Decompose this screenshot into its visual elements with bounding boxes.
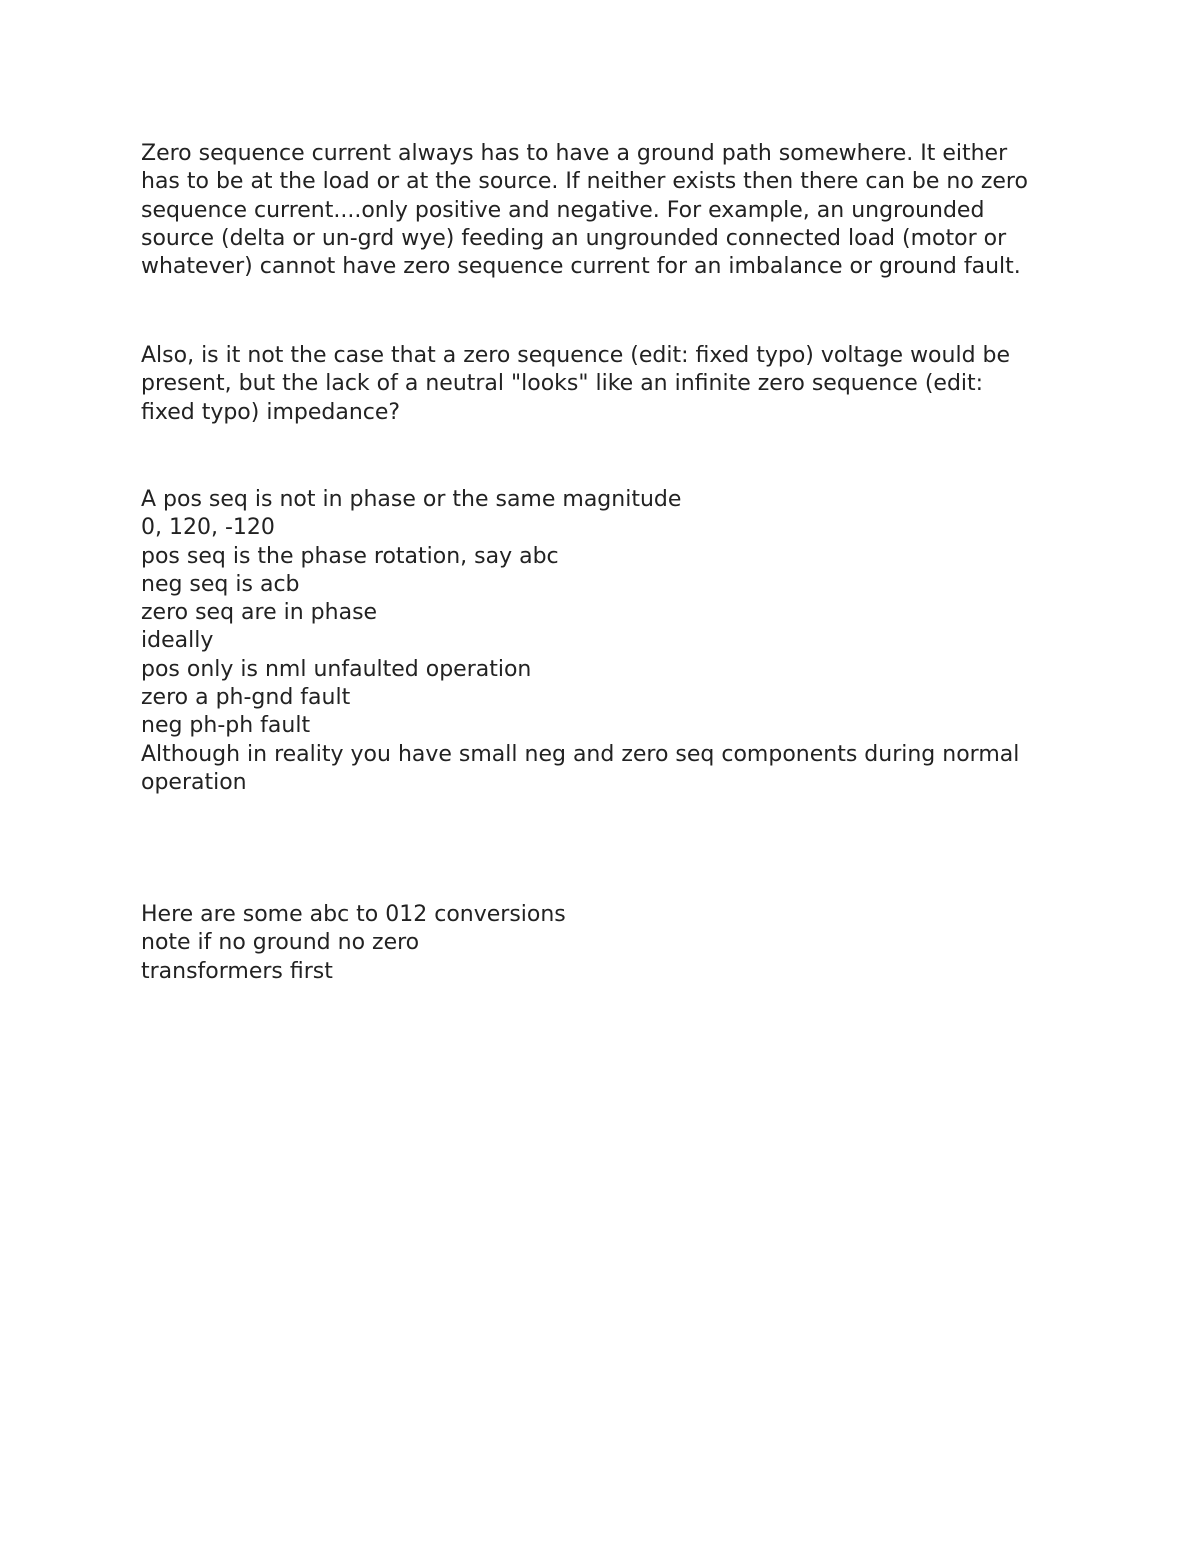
text-line: whatever) cannot have zero sequence current for an imbalance or ground fault. (141, 254, 1021, 280)
text-line: zero seq are in phase (141, 600, 378, 626)
text-line: pos only is nml unfaulted operation (141, 656, 532, 682)
text-line: note if no ground no zero (141, 930, 420, 956)
paragraph-ground-path (141, 140, 1071, 281)
text-line: operation (141, 769, 247, 795)
text-line: Here are some abc to 012 conversions (141, 902, 566, 927)
text-line: ideally (141, 628, 214, 654)
text-line: present, but the lack of a neutral "looks" like an infinite zero sequence (edit: (141, 371, 984, 397)
paragraph-sequence-notes (141, 486, 1071, 797)
text-line: A pos seq is not in phase or the same magnitude (141, 487, 682, 512)
text-line: sequence current....only positive and negative. For example, an ungrounded (141, 197, 985, 223)
text-line: fixed typo) impedance? (141, 399, 401, 425)
text-line: Although in reality you have small neg and zero seq components during normal (141, 741, 1020, 767)
text-line: 0, 120, -120 (141, 515, 275, 541)
text-line: neg seq is acb (141, 571, 300, 597)
text-line: neg ph-ph fault (141, 713, 311, 739)
text-line: Zero sequence current always has to have a ground path somewhere. It either (141, 141, 1008, 166)
text-line: zero a ph-gnd fault (141, 685, 351, 711)
text-line: has to be at the load or at the source. If neither exists then there can be no zero (141, 169, 1028, 195)
paragraph-zero-sequence-voltage (141, 342, 1071, 427)
text-line: Also, is it not the case that a zero sequence (edit: fixed typo) voltage would be (141, 343, 1011, 368)
text-line: transformers first (141, 958, 333, 984)
text-line: pos seq is the phase rotation, say abc (141, 543, 559, 569)
paragraph-conversions (141, 901, 1071, 986)
text-line: source (delta or un-grd wye) feeding an ungrounded connected load (motor or (141, 225, 1007, 251)
